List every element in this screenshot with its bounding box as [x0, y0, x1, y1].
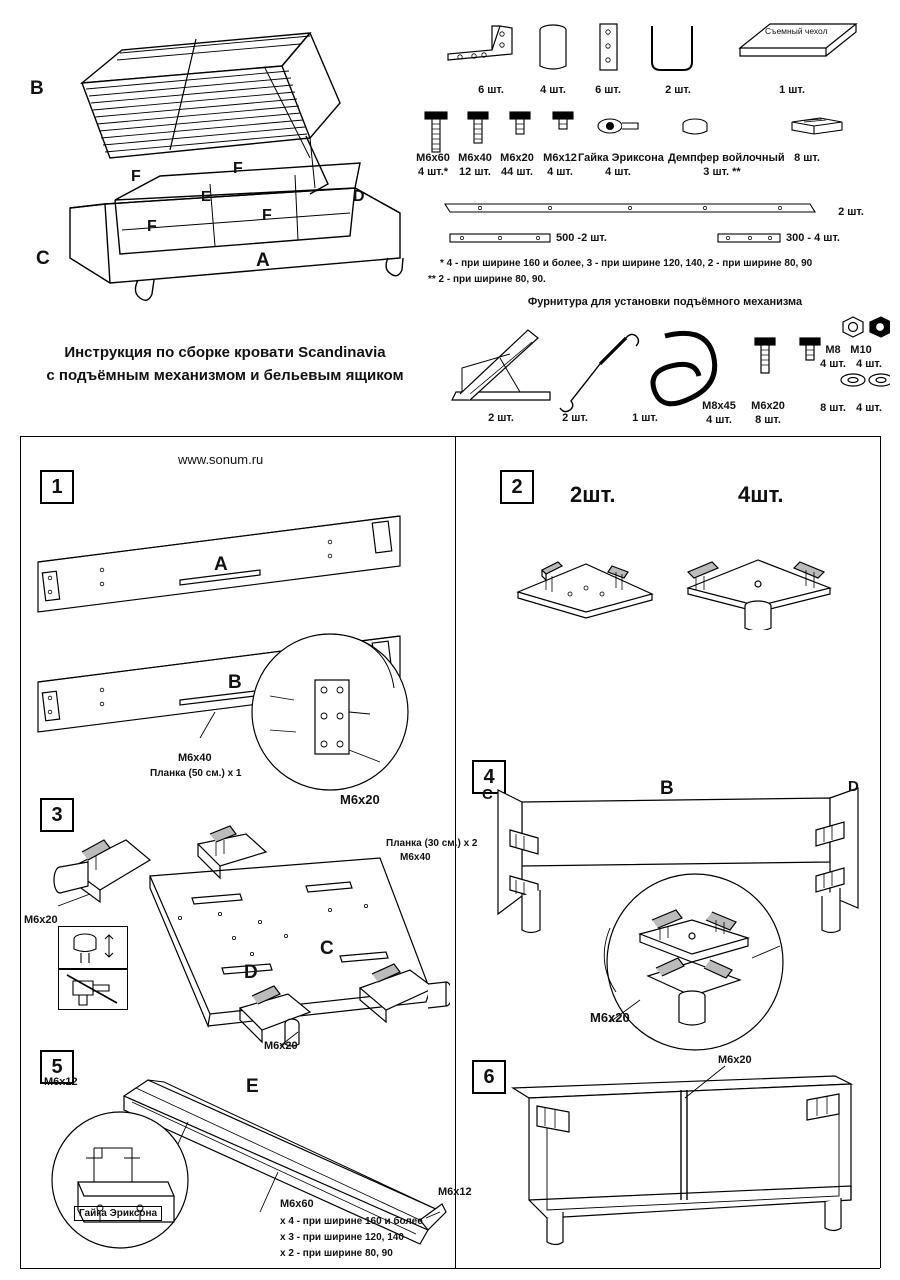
step-5-callout-nut: Гайка Эриксона: [74, 1206, 162, 1221]
parts-row3-qty-1: 2 шт.: [562, 412, 588, 424]
parts-row2-label-5: Демпфер войлочный: [668, 152, 785, 164]
overview-label-D: D: [353, 188, 365, 205]
parts-row1: [440, 8, 890, 88]
parts-row1-qty-2: 6 шт.: [595, 84, 621, 96]
parts-row1-qty-4: 1 шт.: [779, 84, 805, 96]
step-3-number: 3: [40, 798, 74, 832]
step-3-callout-m6x20-left: M6x20: [24, 914, 58, 926]
parts-row3-qty-2: 1 шт.: [632, 412, 658, 424]
step-5-note-1: х 4 - при ширине 160 и более: [280, 1216, 423, 1227]
overview-label-F2: F: [233, 160, 243, 177]
step-4-number: 4: [472, 760, 506, 794]
parts-row3-qty-3: 4 шт.: [706, 414, 732, 426]
parts-row1-qty-1: 4 шт.: [540, 84, 566, 96]
step-3-label-D: D: [244, 962, 258, 983]
page-title-line1: Инструкция по сборке кровати Scandinavia: [64, 344, 386, 361]
step-4-label-C: C: [482, 786, 493, 803]
overview-label-F1: F: [131, 168, 141, 185]
parts-row2-qty-0: 4 шт.*: [417, 166, 449, 178]
step-5-note-3: х 2 - при ширине 80, 90: [280, 1248, 393, 1259]
overview-label-B: B: [30, 78, 44, 99]
rail-qty-0: 2 шт.: [838, 206, 864, 218]
cover-caption: Съемный чехол: [765, 26, 828, 36]
section-border-middle: [455, 436, 456, 1268]
parts-row3-label-5: M8: [825, 344, 841, 356]
step-4-illustration: [480, 770, 880, 1060]
parts-row2: [410, 108, 890, 156]
parts-row2-qty-1: 12 шт.: [459, 166, 491, 178]
step-6-illustration: [495, 1050, 875, 1250]
parts-row3-label-4: M6x20: [751, 400, 785, 412]
step-1-callout-plate30: Планка (30 см.) х 2: [386, 838, 478, 849]
hardware-section-title: Фурнитура для установки подъёмного механизма: [527, 296, 803, 308]
step-5-callout-m6x12-right: M6x12: [438, 1186, 472, 1198]
parts-row2-qty-4: 4 шт.: [605, 166, 631, 178]
step-4-label-D: D: [848, 778, 859, 795]
overview-label-C: C: [36, 248, 50, 269]
step-2-qty-right: 4шт.: [738, 482, 784, 507]
parts-row3-qty-6: 4 шт.: [856, 358, 882, 370]
parts-row2-qty-2: 44 шт.: [501, 166, 533, 178]
overview-label-F4: F: [262, 207, 272, 224]
parts-row2-qty-3: 4 шт.: [547, 166, 573, 178]
section-divider-bottom: [20, 1268, 880, 1269]
parts-row3-qty-5: 4 шт.: [820, 358, 846, 370]
page-title: [30, 342, 420, 387]
parts-row3-label-3: M8x45: [702, 400, 736, 412]
step-3-label-C: C: [320, 938, 334, 959]
parts-row2-label-2: M6x20: [500, 152, 534, 164]
section-border-left: [20, 436, 21, 1268]
step-5-label-E: E: [246, 1076, 259, 1097]
step-5-callout-m6x12-top: M6x12: [44, 1076, 78, 1088]
parts-row2-qty-5: 3 шт. **: [703, 166, 741, 178]
icon-box-tighten: [58, 926, 128, 970]
parts-row1-qty-3: 2 шт.: [665, 84, 691, 96]
icon-box-no-power-tool: [58, 968, 128, 1010]
step-4-callout-m6x20: M6x20: [590, 1010, 630, 1025]
parts-row2-qty-6: 8 шт.: [794, 152, 820, 164]
parts-row2-label-3: M6x12: [543, 152, 577, 164]
footnote-1: * 4 - при ширине 160 и более, 3 - при ширине 120, 140, 2 - при ширине 80, 90: [440, 258, 813, 269]
step-5-callout-m6x60: M6x60: [280, 1198, 314, 1210]
step-2-qty-left: 2шт.: [570, 482, 616, 507]
rail-qty-2: 300 - 4 шт.: [786, 232, 840, 244]
section-border-right: [880, 436, 881, 1268]
parts-row3-label-6: M10: [850, 344, 872, 356]
step-1-callout-plate50: Планка (50 см.) х 1: [150, 768, 242, 779]
step-3-callout-m6x20-bottom: M6x20: [264, 1040, 298, 1052]
step-1-callout-m6x40: M6x40: [178, 752, 212, 764]
parts-row2-label-0: M6x60: [416, 152, 450, 164]
page-title-line2: с подъёмным механизмом и бельевым ящиком: [46, 366, 404, 384]
section-divider-top: [20, 436, 880, 437]
bed-overview-illustration: [10, 8, 430, 308]
step-1-label-A: A: [214, 554, 228, 575]
step-6-number: 6: [472, 1060, 506, 1094]
parts-row1-qty-0: 6 шт.: [478, 84, 504, 96]
website-url: www.sonum.ru: [178, 452, 264, 467]
step-1-number: 1: [40, 470, 74, 504]
step-5-number: 5: [40, 1050, 74, 1084]
overview-label-F3: F: [147, 218, 157, 235]
parts-row2-label-4: Гайка Эриксона: [578, 152, 664, 164]
step-5-note-2: х 3 - при ширине 120, 140: [280, 1232, 404, 1243]
step-4-label-B: B: [660, 778, 674, 799]
overview-label-E: E: [201, 188, 212, 205]
parts-row3-qty-4: 8 шт.: [755, 414, 781, 426]
parts-row3-qty-8: 4 шт.: [856, 402, 882, 414]
parts-row2-label-1: M6x40: [458, 152, 492, 164]
rail-qty-1: 500 -2 шт.: [556, 232, 607, 244]
parts-row3-qty-0: 2 шт.: [488, 412, 514, 424]
footnote-2: ** 2 - при ширине 80, 90.: [428, 274, 546, 285]
parts-rails: [440, 198, 880, 254]
overview-label-A: A: [256, 250, 270, 271]
step-6-callout-m6x20: M6x20: [718, 1054, 752, 1066]
step-2-number: 2: [500, 470, 534, 504]
step-1-label-B: B: [228, 672, 242, 693]
step-1-callout-m6x40b: M6x40: [400, 852, 431, 863]
step-1-callout-m6x20: M6x20: [340, 792, 380, 807]
step-2-illustration: [500, 510, 870, 630]
parts-row3-qty-7: 8 шт.: [820, 402, 846, 414]
